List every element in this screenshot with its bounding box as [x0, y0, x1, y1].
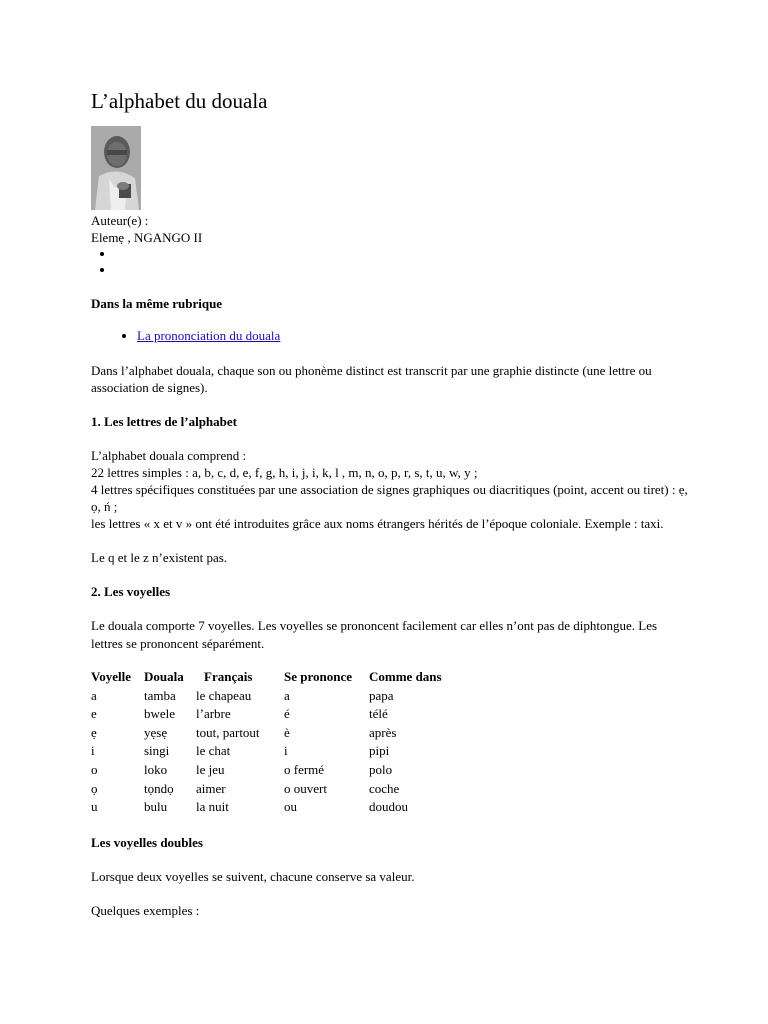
cell-comme-dans: télé	[369, 706, 388, 722]
doubles-text: Lorsque deux voyelles se suivent, chacune conserve sa valeur.	[91, 868, 415, 884]
cell-francais: tout, partout	[196, 724, 260, 740]
doubles-examples: Quelques exemples :	[91, 902, 200, 918]
table-row	[91, 724, 442, 743]
page-title: L’alphabet du douala	[91, 89, 268, 113]
cell-douala: bwele	[144, 706, 176, 722]
vowel-table	[91, 668, 442, 817]
table-row	[91, 705, 442, 724]
cell-comme-dans: papa	[369, 687, 394, 703]
cell-comme-dans: polo	[369, 761, 393, 777]
cell-prononce: è	[284, 724, 290, 740]
cell-douala: yẹsẹ	[144, 724, 168, 740]
cell-prononce: é	[284, 706, 290, 722]
table-row	[91, 761, 442, 780]
cell-prononce: o fermé	[284, 761, 325, 777]
cell-voyelle: ọ	[91, 780, 98, 796]
author-photo	[91, 126, 141, 210]
header-francais: Français	[204, 669, 253, 684]
related-item	[137, 328, 691, 345]
table-row	[91, 687, 442, 706]
cell-douala: bulu	[144, 799, 168, 815]
cell-douala: tọndọ	[144, 780, 174, 796]
header-voyelle: Voyelle	[91, 669, 131, 684]
cell-douala: tamba	[144, 687, 176, 703]
intro-paragraph: Dans l’alphabet douala, chaque son ou phonème distinct est transcrit par une graphie distincte (une lettre ou association de signes).	[91, 363, 652, 395]
article	[91, 88, 691, 919]
cell-comme-dans: après	[369, 724, 397, 740]
doubles-heading: Les voyelles doubles	[91, 834, 203, 850]
share-item[interactable]	[115, 262, 691, 278]
cell-prononce: i	[284, 743, 288, 759]
cell-comme-dans: coche	[369, 780, 400, 796]
header-douala: Douala	[144, 669, 184, 684]
cell-prononce: ou	[284, 799, 297, 815]
section1-note: Le q et le z n’existent pas.	[91, 550, 228, 565]
cell-voyelle: a	[91, 687, 97, 703]
cell-voyelle: e	[91, 706, 97, 722]
table-row	[91, 742, 442, 761]
cell-voyelle: o	[91, 761, 98, 777]
header-se-prononce: Se prononce	[284, 669, 353, 684]
related-list	[91, 328, 691, 345]
cell-francais: le chapeau	[196, 687, 252, 703]
cell-douala: singi	[144, 743, 170, 759]
section1-line1: L’alphabet douala comprend :	[91, 448, 247, 463]
related-heading: Dans la même rubrique	[91, 296, 223, 311]
author-name: Elemẹ , NGANGO II	[91, 230, 203, 245]
related-link[interactable]: La prononciation du douala	[137, 328, 281, 343]
header-comme-dans: Comme dans	[369, 669, 442, 684]
table-header-row	[91, 668, 442, 687]
section2-intro: Le douala comporte 7 voyelles. Les voyelles se prononcent facilement car elles n’ont pas de diphtongue. Les lettres se prononcent séparément.	[91, 618, 658, 651]
cell-francais: aimer	[196, 780, 226, 796]
section1-heading: 1. Les lettres de l’alphabet	[91, 414, 237, 429]
cell-prononce: a	[284, 687, 290, 703]
table-row	[91, 798, 442, 817]
cell-comme-dans: pipi	[369, 743, 390, 759]
author-portrait-image	[91, 126, 141, 210]
cell-francais: l’arbre	[196, 706, 231, 722]
section2-heading: 2. Les voyelles	[91, 584, 171, 599]
cell-francais: le chat	[196, 743, 231, 759]
share-list	[91, 246, 691, 278]
cell-voyelle: ẹ	[91, 724, 97, 740]
cell-prononce: o ouvert	[284, 780, 327, 796]
share-item[interactable]	[115, 246, 691, 262]
table-row	[91, 780, 442, 799]
cell-francais: la nuit	[196, 799, 229, 815]
cell-douala: loko	[144, 761, 168, 777]
cell-voyelle: i	[91, 743, 95, 759]
section1-line4: les lettres « x et v » ont été introduites grâce aux noms étrangers hérités de l’époque coloniale. Exemple : taxi.	[91, 516, 664, 531]
cell-francais: le jeu	[196, 761, 225, 777]
section1-line3: 4 lettres spécifiques constituées par une association de signes graphiques ou diacritiques (point, accent ou tiret) : ẹ, ọ, ń ;	[91, 482, 688, 514]
cell-comme-dans: doudou	[369, 799, 408, 815]
section1-line2: 22 lettres simples : a, b, c, d, e, f, g, h, i, j, i, k, l , m, n, o, p, r, s, t, u, w, y ;	[91, 465, 478, 480]
author-label: Auteur(e) :	[91, 213, 149, 228]
cell-voyelle: u	[91, 799, 98, 815]
